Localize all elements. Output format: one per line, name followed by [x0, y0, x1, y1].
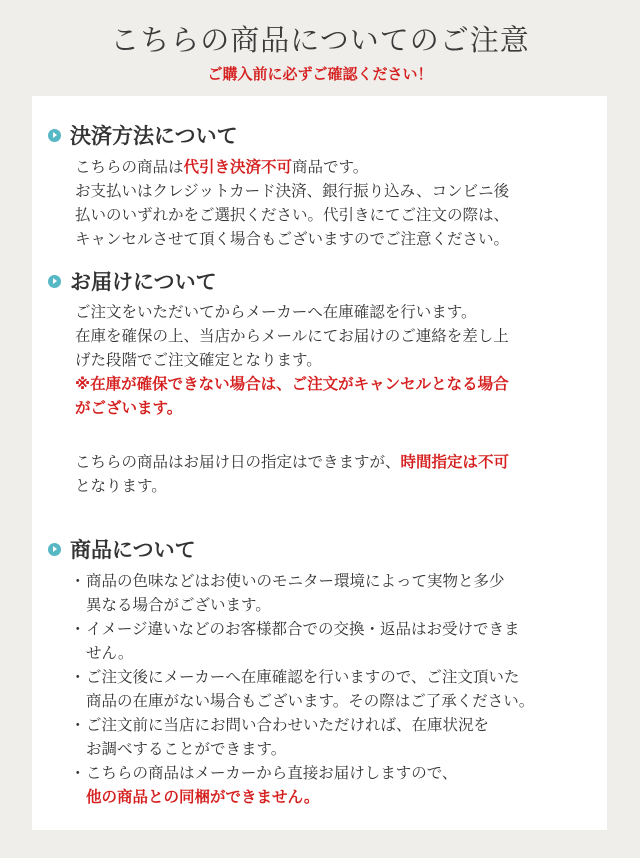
- list-item: [70, 761, 605, 809]
- list-item-warning: 他の商品との同梱ができません。: [86, 788, 320, 806]
- list-item: [70, 569, 605, 617]
- circle-play-icon: [48, 275, 61, 288]
- payment-text: お支払いはクレジットカード決済、銀行振り込み、コンビニ後: [75, 182, 510, 200]
- list-item: [70, 665, 605, 713]
- payment-warning: 代引き決済不可: [183, 158, 293, 176]
- bullet-dot: ・: [70, 620, 86, 638]
- bullet-dot: ・: [70, 668, 86, 686]
- delivery-text: げた段階でご注文確定となります。: [75, 351, 322, 369]
- payment-text: 払いのいずれかをご選択ください。代引きにてご注文の際は、: [75, 206, 510, 224]
- circle-play-icon: [48, 543, 61, 556]
- payment-text: キャンセルさせて頂く場合もございますのでご注意ください。: [75, 230, 510, 248]
- delivery-warning: がございます。: [75, 399, 183, 417]
- list-item: [70, 713, 605, 761]
- delivery-text: こちらの商品はお届け日の指定はできますが、: [75, 453, 401, 471]
- section-delivery-heading: [48, 266, 217, 296]
- list-item-text: 異なる場合がございます。: [86, 596, 271, 614]
- delivery-time-warning: 時間指定は不可: [400, 453, 510, 471]
- bullet-dot: ・: [70, 716, 86, 734]
- list-item-text: 商品の色味などはお使いのモニター環境によって実物と多少: [86, 572, 505, 590]
- delivery-text: 在庫を確保の上、当店からメールにてお届けのご連絡を差し上: [75, 327, 509, 345]
- section-product-title: 商品について: [70, 538, 196, 562]
- section-product-heading: [48, 534, 196, 564]
- payment-text: こちらの商品は: [75, 158, 184, 176]
- list-item-text: ご注文後にメーカーへ在庫確認を行いますので、ご注文頂いた: [86, 668, 520, 686]
- delivery-warning: ※在庫が確保できない場合は、ご注文がキャンセルとなる場合: [75, 375, 509, 393]
- list-item-text: ご注文前に当店にお問い合わせいただければ、在庫状況を: [86, 716, 490, 734]
- section-delivery-body: [75, 300, 595, 498]
- delivery-text: となります。: [75, 477, 167, 495]
- circle-play-icon: [48, 129, 61, 142]
- list-item-text: こちらの商品はメーカーから直接お届けしますので、: [86, 764, 458, 782]
- section-payment-heading: [48, 120, 238, 150]
- page-title: こちらの商品についてのご注意: [110, 23, 530, 57]
- list-item-text: 商品の在庫がない場合もございます。その際はご了承ください。: [86, 692, 535, 710]
- list-item-text: せん。: [86, 644, 134, 662]
- list-item-text: イメージ違いなどのお客様都合での交換・返品はお受けできま: [86, 620, 520, 638]
- delivery-text: ご注文をいただいてからメーカーへ在庫確認を行います。: [75, 303, 477, 321]
- page-subtitle: ご購入前に必ずご確認ください！: [207, 65, 433, 83]
- section-payment-body: [75, 155, 595, 251]
- bullet-dot: ・: [70, 764, 86, 782]
- section-delivery-title: お届けについて: [70, 270, 217, 294]
- list-item-text: お調べすることができます。: [86, 740, 287, 758]
- product-notes-list: [70, 569, 605, 809]
- bullet-dot: ・: [70, 572, 86, 590]
- payment-text: 商品です。: [292, 158, 369, 176]
- section-payment-title: 決済方法について: [70, 124, 238, 148]
- list-item: [70, 617, 605, 665]
